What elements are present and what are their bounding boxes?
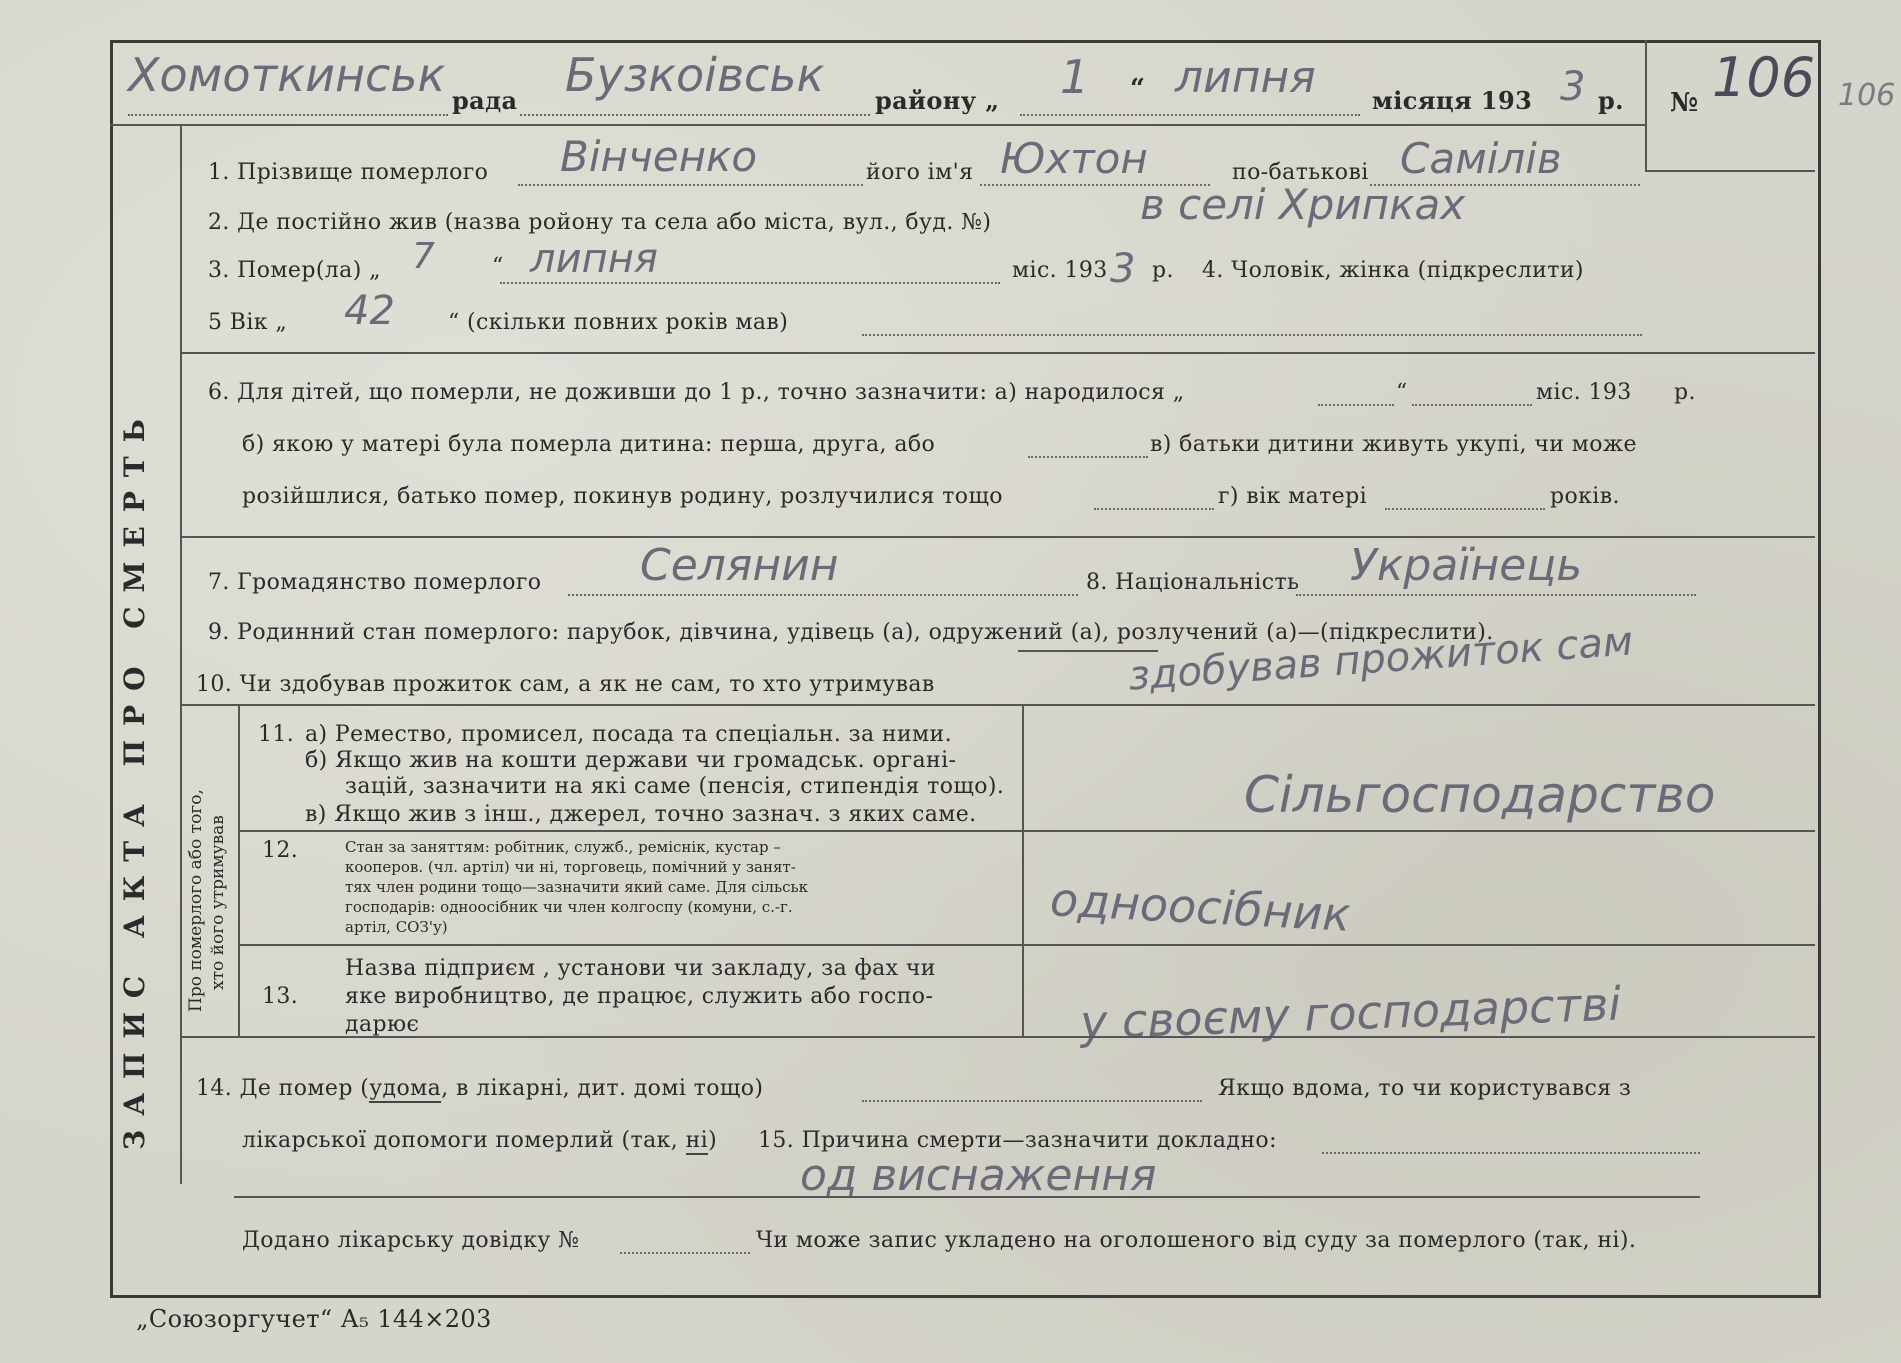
field6-line3-b: г) вік матері <box>1218 484 1368 509</box>
separator-12 <box>238 944 1815 946</box>
number-box-left <box>1645 40 1647 170</box>
raion-dots <box>520 114 870 116</box>
field6-dots-c <box>1028 456 1148 458</box>
field6-line1-b: “ <box>1396 380 1408 405</box>
day-handwritten: 1 <box>1060 50 1090 104</box>
header-quote: “ <box>1130 74 1146 104</box>
field3-dots <box>500 282 1000 284</box>
field11-num: 11. <box>258 722 295 747</box>
field4-label: 4. Чоловік, жінка (підкреслити) <box>1202 258 1584 283</box>
field5-label: 5 Вік „ <box>208 310 288 335</box>
raion-label: району „ <box>875 86 1000 115</box>
field6-dots-e <box>1385 508 1545 510</box>
field14-label-b: , в лікарні, дит. домі тощо) <box>441 1076 764 1101</box>
value-col-line <box>1022 704 1024 1036</box>
field12-l5: артіл, СОЗ'у) <box>345 918 448 936</box>
month-label: місяця 193 <box>1372 86 1533 115</box>
field3-mis: міс. 193 <box>1012 258 1108 283</box>
field9-label: 9. Родинний стан померлого: парубок, дівчина, удівець (а), одружений (а), розлучений (а)—(підкреслити). <box>208 620 1494 645</box>
field6-dots-d <box>1094 508 1214 510</box>
field6-line2-a: б) якою у матері була померла дитина: перша, друга, або <box>242 432 936 457</box>
field5-dots <box>862 334 1642 336</box>
field5-value: 42 <box>344 288 395 334</box>
margin-note: 106 <box>1838 78 1896 113</box>
field16-label: Додано лікарську довідку № <box>242 1228 580 1253</box>
separator-11 <box>238 830 1815 832</box>
field6-line1-c: міс. 193 <box>1536 380 1632 405</box>
side-subtitle-1: Про померлого або того, <box>186 789 206 1012</box>
field14-udoma: удома <box>369 1076 442 1101</box>
side-subtitle-2: хто його утримував <box>208 815 228 990</box>
field7-dots <box>568 594 1078 596</box>
printer-footer: „Союзоргучет“ А₅ 144×203 <box>136 1305 492 1333</box>
separator-1 <box>180 352 1815 354</box>
subcol-line <box>238 704 240 1036</box>
field15-label: 15. Причина смерти—зазначити докладно: <box>758 1128 1277 1153</box>
field13-l1: Назва підприєм , установи чи закладу, за фах чи <box>345 956 936 981</box>
field6-line2-b: в) батьки дитини живуть укупі, чи може <box>1150 432 1637 457</box>
field2-value: в селі Хрипках <box>1140 180 1466 229</box>
field6-dots-a <box>1318 404 1394 406</box>
field3-label: 3. Помер(ла) „ <box>208 258 381 283</box>
field6-line3-c: років. <box>1550 484 1620 509</box>
field13-value: у своєму господарстві <box>1079 976 1622 1050</box>
field3-quote: “ <box>492 254 504 279</box>
field6-line1-d: р. <box>1674 380 1696 405</box>
field1-patronymic: Самілів <box>1400 134 1562 183</box>
content-left-border <box>180 124 182 1184</box>
field1-patronymic-label: по-батькові <box>1232 160 1369 185</box>
field11-a: а) Ремество, промисел, посада та спеціальн. за ними. <box>305 722 953 747</box>
rada-label: рада <box>452 86 518 115</box>
separator-3 <box>180 704 1815 706</box>
field14-line2 <box>242 1128 717 1153</box>
month-handwritten: липня <box>1175 52 1316 103</box>
field5-suffix: “ (скільки повних років мав) <box>448 310 789 335</box>
field14-label <box>196 1076 763 1101</box>
field13-num: 13. <box>262 984 299 1009</box>
field8-value: Українець <box>1350 540 1583 591</box>
number-handwritten: 106 <box>1712 46 1816 109</box>
field14-line2-b: ) <box>708 1128 718 1153</box>
separator-4 <box>180 1036 1815 1038</box>
field3-month: липня <box>530 236 658 282</box>
field10-label: 10. Чи здобував прожиток сам, а як не сам, то хто утримував <box>196 672 935 697</box>
field10-value: здобував прожиток сам <box>1127 618 1635 700</box>
field8-dots <box>1296 594 1696 596</box>
month-dots <box>1020 114 1360 116</box>
field12-value: одноосібник <box>1048 872 1352 942</box>
field7-value: Селянин <box>640 540 839 591</box>
rada-dots <box>128 114 448 116</box>
field3-r: р. <box>1152 258 1174 283</box>
field15-line <box>234 1196 1700 1198</box>
field11-b1: б) Якщо жив на кошти держави чи громадськ. органі- <box>305 748 957 773</box>
field7-label: 7. Громадянство померлого <box>208 570 542 595</box>
field9-underline-married <box>1018 650 1158 652</box>
field12-l1: Стан за заняттям: робітник, служб., реміснік, кустар – <box>345 838 781 856</box>
field16-dots <box>620 1252 750 1254</box>
field12-l4: господарів: одноосібник чи член колгоспу (комуни, с.-г. <box>345 898 793 916</box>
field14-line2-a: лікарської допомоги померлий (так, <box>242 1128 686 1153</box>
field2-label: 2. Де постійно жив (назва ройону та села або міста, вул., буд. №) <box>208 210 992 235</box>
field14-label-a: 14. Де помер ( <box>196 1076 370 1101</box>
field13-l2: яке виробництво, де працює, служить або госпо- <box>345 984 934 1009</box>
field1-name-label: його ім'я <box>866 160 974 185</box>
field6-line1: 6. Для дітей, що померли, не доживши до 1 р., точно зазначити: а) народилося „ <box>208 380 1185 405</box>
raion-handwritten: Бузкоівськ <box>565 48 825 102</box>
field13-l3: дарює <box>345 1012 420 1037</box>
separator-2 <box>180 536 1815 538</box>
field12-l3: тях член родини тощо—зазначити який саме. Для сільськ <box>345 878 809 896</box>
field6-dots-b <box>1412 404 1532 406</box>
field15-value: од виснаження <box>800 1150 1157 1201</box>
field16-b: Чи може запис укладено на оголошеного від суду за померлого (так, ні). <box>756 1228 1637 1253</box>
rada-handwritten: Хомоткинськ <box>128 48 446 102</box>
field3-day: 7 <box>412 236 435 277</box>
field15-dots-a <box>1322 1152 1700 1154</box>
field11-value: Сільгосподарство <box>1244 766 1716 824</box>
number-box-bottom <box>1645 170 1815 172</box>
year-suffix: р. <box>1598 86 1624 115</box>
field1-dots-a <box>518 184 863 186</box>
field1-name: Юхтон <box>1000 134 1148 183</box>
field14-label-c: Якщо вдома, то чи користувався з <box>1218 1076 1632 1101</box>
year-handwritten: 3 <box>1560 64 1586 110</box>
field14-ni: ні <box>685 1128 709 1153</box>
side-title: ЗАПИС АКТА ПРО СМЕРТЬ <box>118 405 151 1150</box>
field1-surname: Вінченко <box>560 132 758 181</box>
field8-label: 8. Національність <box>1086 570 1300 595</box>
field12-l2: кооперов. (чл. артіл) чи ні, торговець, помічний у занят- <box>345 858 796 876</box>
field11-c: в) Якщо жив з інш., джерел, точно зазнач. з яких саме. <box>305 802 977 827</box>
number-label: № <box>1670 88 1699 118</box>
header-separator <box>110 124 1645 126</box>
field11-b2: зацій, зазначити на які саме (пенсія, стипендія тощо). <box>345 774 1005 799</box>
field3-year: 3 <box>1110 246 1136 292</box>
field1-label: 1. Прізвище померлого <box>208 160 489 185</box>
field12-num: 12. <box>262 838 299 863</box>
field14-dots <box>862 1100 1202 1102</box>
field6-line3-a: розійшлися, батько помер, покинув родину, розлучилися тощо <box>242 484 1003 509</box>
